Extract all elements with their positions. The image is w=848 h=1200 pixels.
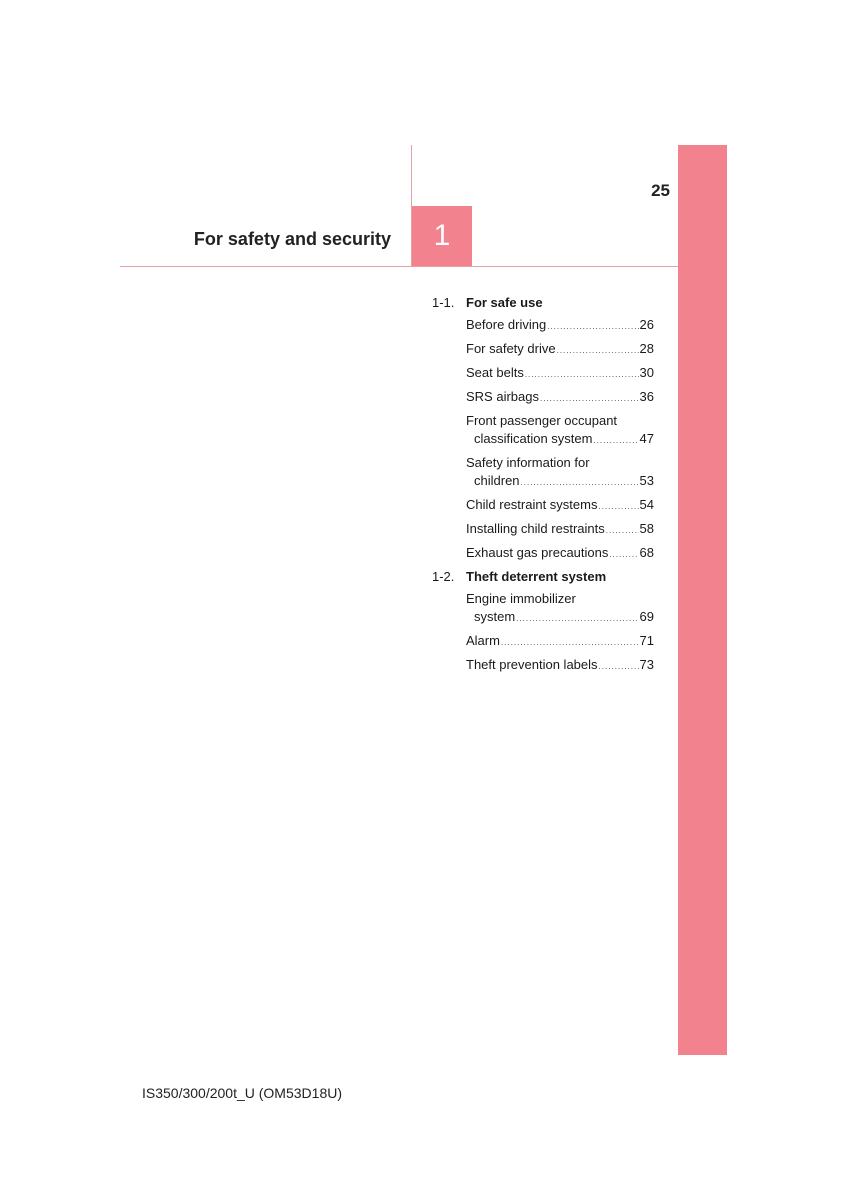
toc-entry-text: Engine immobilizer <box>466 591 576 606</box>
toc-entry-text: Safety information for <box>466 455 590 470</box>
dot-leader <box>540 390 639 408</box>
toc-page-number: 58 <box>639 521 654 536</box>
toc-page-number: 73 <box>639 657 654 672</box>
toc-entry-text: Front passenger occupant <box>466 413 618 428</box>
dot-leader <box>593 432 638 450</box>
toc-section-heading[interactable] <box>432 294 654 312</box>
toc-entry-text: Installing child restraints <box>466 521 605 536</box>
toc-entry-line <box>466 590 654 608</box>
dot-leader <box>609 546 638 564</box>
toc-page-number: 69 <box>639 609 654 624</box>
toc-entry-text: Child restraint systems <box>466 497 598 512</box>
toc-entry-line <box>466 520 654 540</box>
toc-entry[interactable] <box>466 632 654 652</box>
toc-entry-text: Before driving <box>466 317 547 332</box>
chapter-number: 1 <box>433 219 451 252</box>
table-of-contents <box>432 294 654 676</box>
toc-entry-line <box>466 454 654 472</box>
toc-page-number: 68 <box>639 545 654 560</box>
toc-entry[interactable] <box>466 316 654 336</box>
horizontal-divider <box>120 266 678 267</box>
toc-entry[interactable] <box>466 656 654 676</box>
section-number: 1-2. <box>432 569 455 584</box>
dot-leader <box>557 342 639 360</box>
toc-entry[interactable] <box>466 544 654 564</box>
toc-entry[interactable] <box>466 364 654 384</box>
section-number: 1-1. <box>432 295 455 310</box>
toc-entry-line <box>466 632 654 652</box>
toc-entry-text: children <box>474 473 520 488</box>
toc-entry-line <box>466 316 654 336</box>
toc-entry-text: For safety drive <box>466 341 556 356</box>
dot-leader <box>606 522 639 540</box>
toc-entry-line <box>466 544 654 564</box>
toc-entry[interactable] <box>466 496 654 516</box>
page-number: 25 <box>651 181 670 200</box>
toc-page-number: 53 <box>639 473 654 488</box>
toc-entry-line <box>466 388 654 408</box>
dot-leader <box>521 474 639 492</box>
toc-entry-line <box>466 608 654 628</box>
toc-entry[interactable] <box>466 340 654 360</box>
toc-entry-line <box>466 364 654 384</box>
toc-page-number: 36 <box>639 389 654 404</box>
chapter-number-box <box>412 206 472 266</box>
chapter-title: For safety and security <box>193 229 391 249</box>
toc-page-number: 47 <box>639 431 654 446</box>
toc-entry-line <box>466 412 654 430</box>
toc-page-number: 26 <box>639 317 654 332</box>
toc-entry-text: Theft prevention labels <box>466 657 598 672</box>
section-title: For safe use <box>466 295 543 310</box>
model-code-footer: IS350/300/200t_U (OM53D18U) <box>142 1085 342 1101</box>
dot-leader <box>547 318 638 336</box>
toc-entry[interactable] <box>466 412 654 450</box>
toc-entry[interactable] <box>466 388 654 408</box>
toc-entry[interactable] <box>466 520 654 540</box>
chapter-side-tab <box>678 145 727 1055</box>
dot-leader <box>598 498 638 516</box>
toc-entry-text: SRS airbags <box>466 389 539 404</box>
dot-leader <box>501 634 639 652</box>
section-title: Theft deterrent system <box>466 569 607 584</box>
toc-entry-line <box>466 340 654 360</box>
toc-entry-text: classification system <box>474 431 593 446</box>
toc-page-number: 28 <box>639 341 654 356</box>
toc-entry-text: Exhaust gas precautions <box>466 545 609 560</box>
toc-entry-line <box>466 430 654 450</box>
toc-entry-text: system <box>474 609 516 624</box>
toc-page-number: 71 <box>639 633 654 648</box>
toc-page-number: 54 <box>639 497 654 512</box>
dot-leader <box>516 610 638 628</box>
toc-entry-line <box>466 496 654 516</box>
toc-page-number: 30 <box>639 365 654 380</box>
dot-leader <box>599 658 639 676</box>
toc-entry-line <box>466 472 654 492</box>
toc-section-heading[interactable] <box>432 568 654 586</box>
toc-entry-text: Alarm <box>466 633 500 648</box>
toc-entry[interactable] <box>466 590 654 628</box>
toc-entry-text: Seat belts <box>466 365 524 380</box>
toc-entry[interactable] <box>466 454 654 492</box>
toc-entry-line <box>466 656 654 676</box>
dot-leader <box>525 366 639 384</box>
